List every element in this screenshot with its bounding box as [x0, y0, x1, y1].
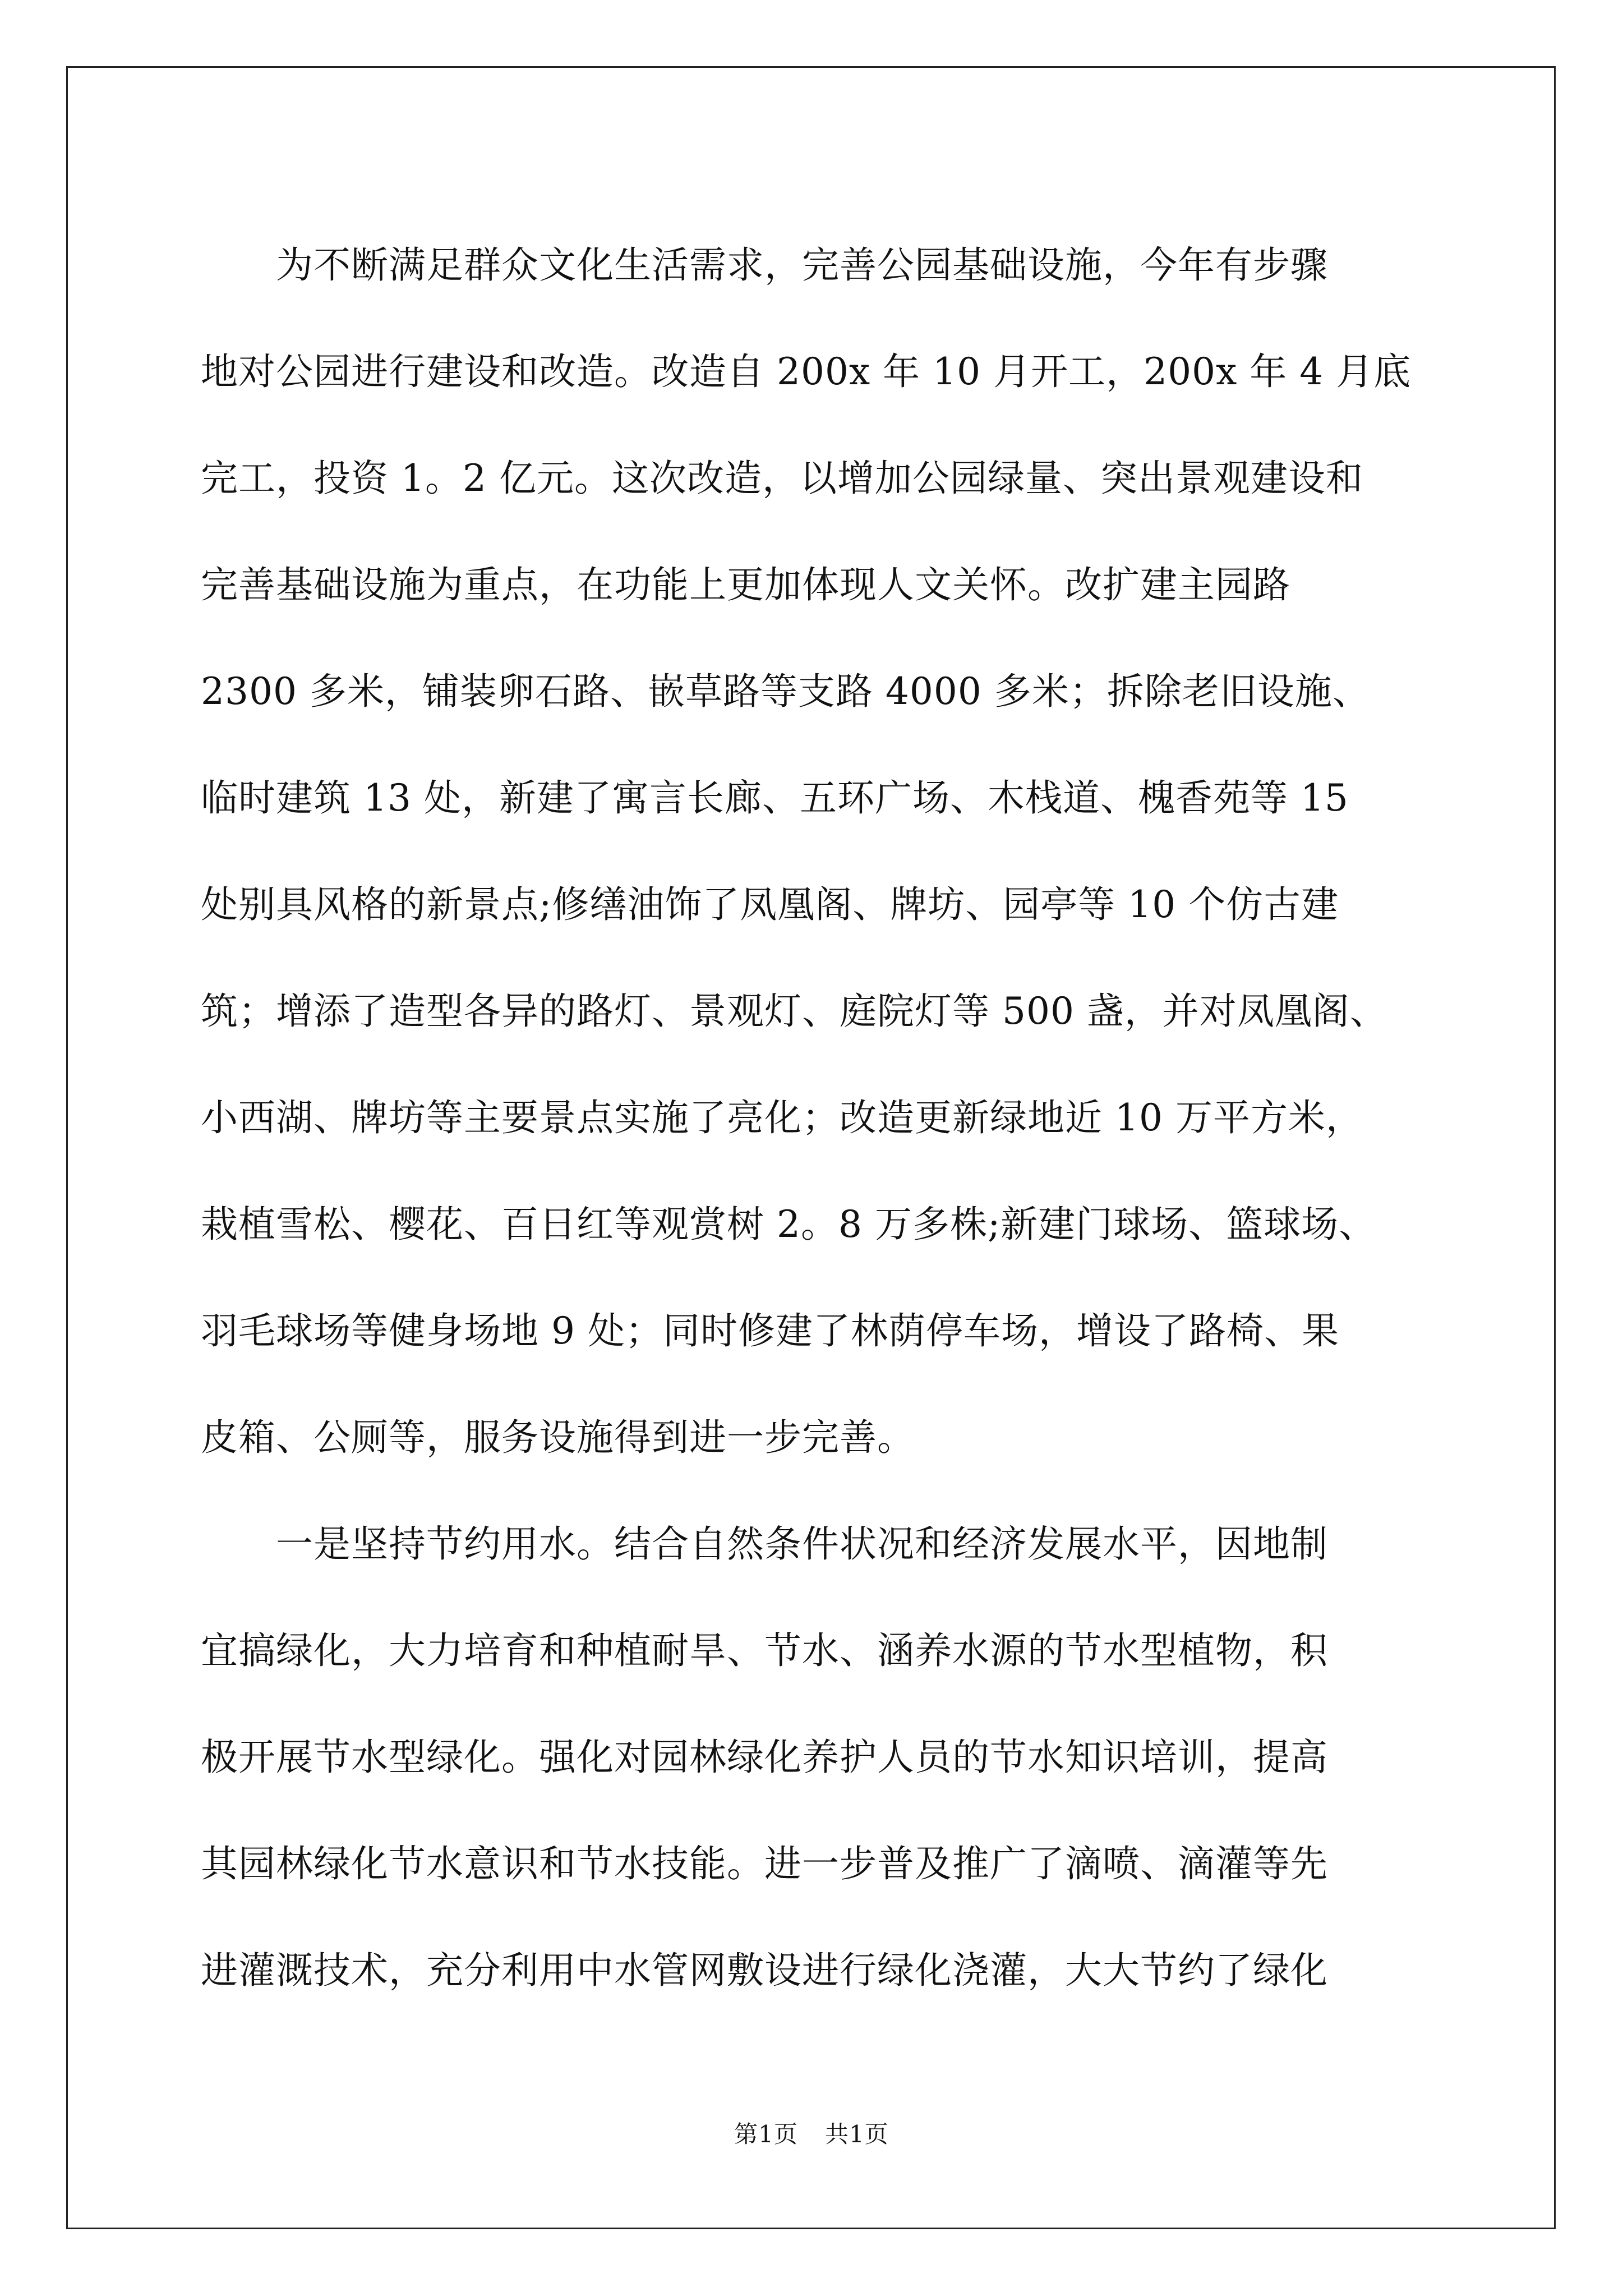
text-line: 地对公园进行建设和改造。改造自 200x 年 10 月开工，200x 年 4 月底 — [201, 350, 1412, 393]
page-number: 第1页 — [734, 2120, 798, 2148]
text-line: 完工，投资 1。2 亿元。这次改造，以增加公园绿量、突出景观建设和 — [201, 457, 1363, 500]
text-line: 处别具风格的新景点;修缮油饰了凤凰阁、牌坊、园亭等 10 个仿古建 — [201, 883, 1339, 926]
text-line: 皮箱、公厕等，服务设施得到进一步完善。 — [201, 1416, 915, 1459]
text-line: 一是坚持节约用水。结合自然条件状况和经济发展水平，因地制 — [201, 1522, 1328, 1566]
page-total: 共1页 — [825, 2120, 889, 2148]
text-line: 筑；增添了造型各异的路灯、景观灯、庭院灯等 500 盏，并对凤凰阁、 — [201, 990, 1387, 1033]
text-line: 极开展节水型绿化。强化对园林绿化养护人员的节水知识培训，提高 — [201, 1736, 1328, 1779]
text-line: 临时建筑 13 处，新建了寓言长廊、五环广场、木栈道、槐香苑等 15 — [201, 776, 1349, 820]
document-body — [201, 212, 1423, 2024]
page-footer — [0, 2116, 1623, 2150]
text-line: 羽毛球场等健身场地 9 处；同时修建了林荫停车场，增设了路椅、果 — [201, 1309, 1339, 1352]
text-line: 宜搞绿化，大力培育和种植耐旱、节水、涵养水源的节水型植物，积 — [201, 1629, 1328, 1672]
text-line: 栽植雪松、樱花、百日红等观赏树 2。8 万多株;新建门球场、篮球场、 — [201, 1203, 1377, 1246]
text-line: 2300 多米，铺装卵石路、嵌草路等支路 4000 多米；拆除老旧设施、 — [201, 670, 1370, 713]
text-line: 完善基础设施为重点，在功能上更加体现人文关怀。改扩建主园路 — [201, 563, 1290, 606]
text-line: 小西湖、牌坊等主要景点实施了亮化；改造更新绿地近 10 万平方米， — [201, 1096, 1363, 1139]
text-line: 为不断满足群众文化生活需求，完善公园基础设施，今年有步骤 — [201, 243, 1328, 287]
text-line: 其园林绿化节水意识和节水技能。进一步普及推广了滴喷、滴灌等先 — [201, 1842, 1328, 1885]
text-line: 进灌溉技术，充分利用中水管网敷设进行绿化浇灌，大大节约了绿化 — [201, 1949, 1328, 1992]
